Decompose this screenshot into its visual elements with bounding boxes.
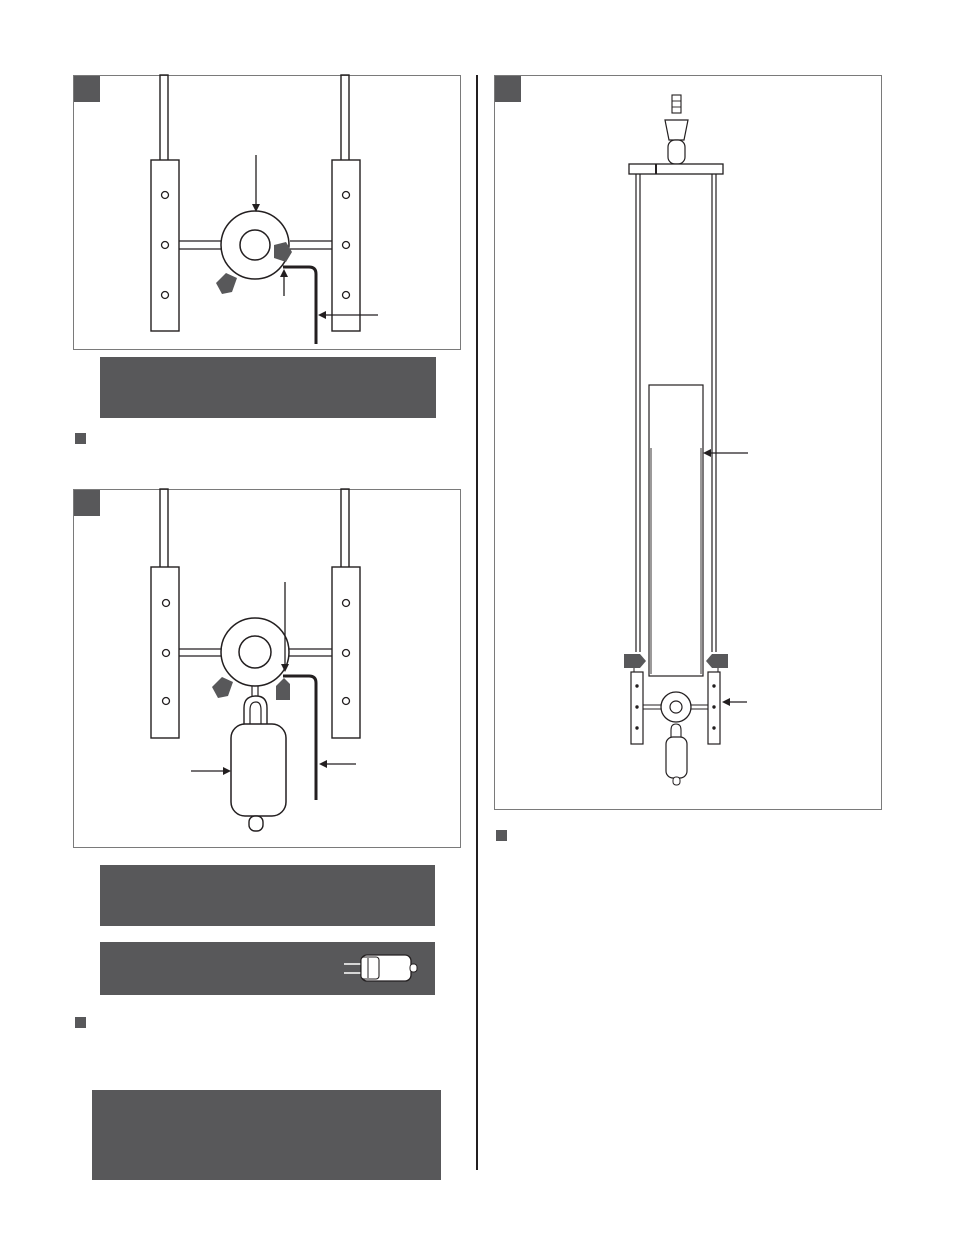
top-bracket (629, 164, 723, 174)
diffuser-panel (649, 385, 703, 676)
bullet-3 (496, 830, 507, 841)
